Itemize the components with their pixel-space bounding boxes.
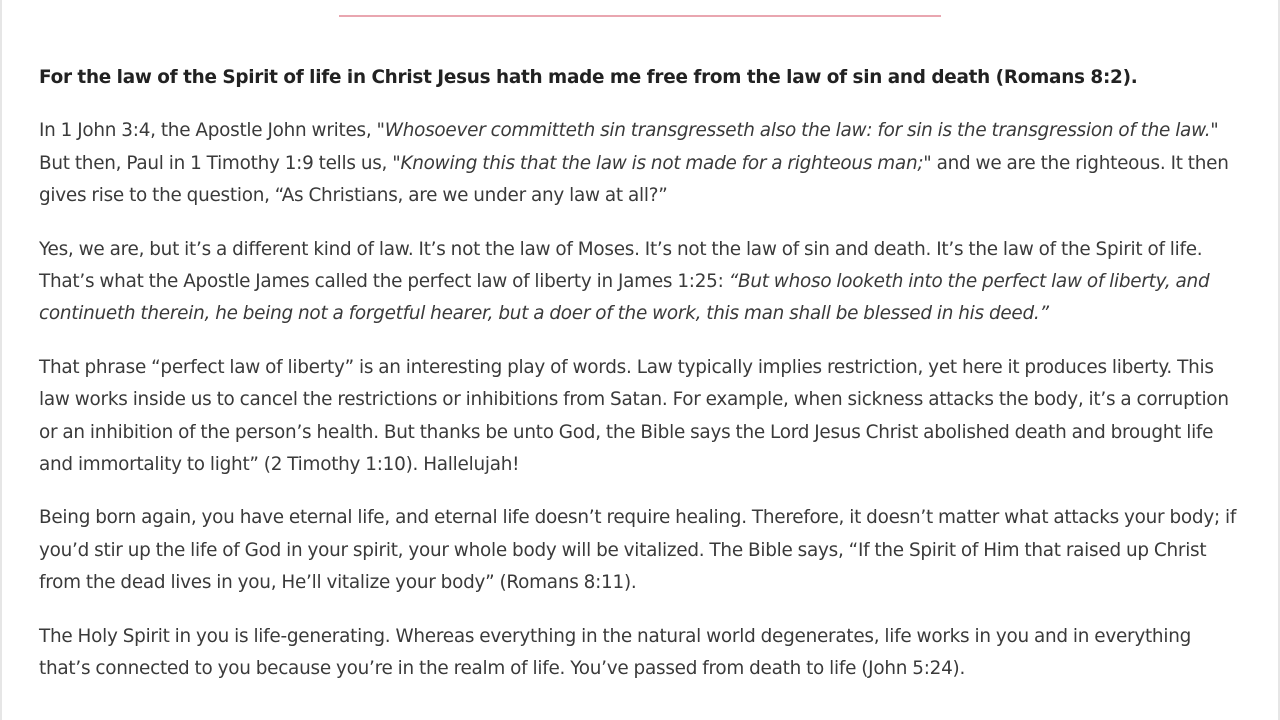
section-divider <box>339 15 941 17</box>
paragraph-1-text-3: and we are the righteous. It then gives rise to the question, “As Christians, are we under any law at all?” <box>39 152 1229 207</box>
paragraph-2-text-1: Yes, we are, but it’s a different kind of law. It’s not the law of Moses. It’s not the law of sin and death. It’s the law of the Spirit of life. That’s what the Apostle James called the perfect law of liberty in James 1:25: <box>39 238 1203 293</box>
page-frame-left <box>0 0 2 720</box>
paragraph-1-text-1: In 1 John 3:4, the Apostle John writes, <box>39 120 377 142</box>
paragraph-1 <box>39 115 1244 212</box>
lead-scripture: For the law of the Spirit of life in Christ Jesus hath made me free from the law of sin and death (Romans 8:2). <box>39 67 1138 88</box>
paragraph-3: That phrase “perfect law of liberty” is an interesting play of words. Law typically implies restriction, yet here it produces liberty. This law works inside us to cancel the restrictions or inhibitions from Satan. For example, when sickness attacks the body, it’s a corruption or an inhibition of the person’s health. But thanks be unto God, the Bible says the Lord Jesus Christ abolished death and brought life and immortality to light” (2 Timothy 1:10). Hallelujah! <box>39 356 1229 476</box>
paragraph-2-quote-1: “But whoso looketh into the perfect law of liberty, and continueth therein, he being not a forgetful hearer, but a doer of the work, this man shall be blessed in his deed.” <box>39 271 1210 325</box>
paragraph-4: Being born again, you have eternal life, and eternal life doesn’t require healing. Therefore, it doesn’t matter what attacks your body; if you’d stir up the life of God in your spirit, your whole body will be vitalized. The Bible says, “If the Spirit of Him that raised up Christ from the dead lives in you, He’ll vitalize your body” (Romans 8:11). <box>39 507 1237 594</box>
paragraph-5: The Holy Spirit in you is life-generating. Whereas everything in the natural world degenerates, life works in you and in everything that’s connected to you because you’re in the realm of life. You’ve passed from death to life (John 5:24). <box>39 625 1192 680</box>
paragraph-1-text-2: But then, Paul in 1 Timothy 1:9 tells us, <box>39 152 393 174</box>
paragraph-2 <box>39 234 1244 331</box>
paragraph-1-quote-1: "Whosoever committeth sin transgresseth also the law: for sin is the transgression of the law." <box>376 120 1219 142</box>
article-body <box>39 62 1244 707</box>
paragraph-1-quote-2: "Knowing this that the law is not made for a righteous man;" <box>392 152 932 174</box>
